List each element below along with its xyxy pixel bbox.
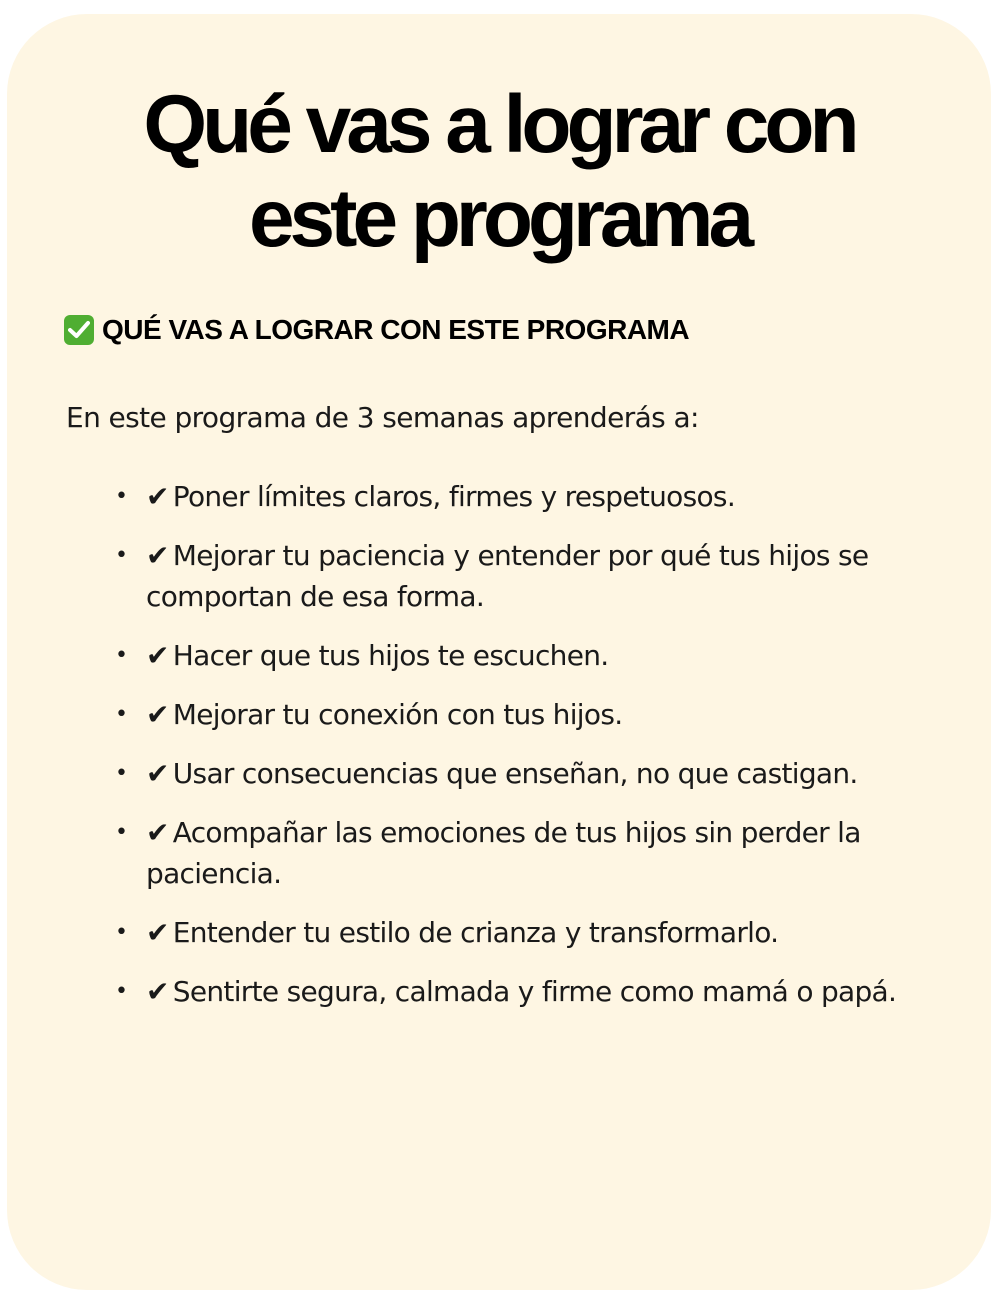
check-box-icon <box>64 315 94 345</box>
list-item-text: Acompañar las emociones de tus hijos sin perder la paciencia. <box>146 816 861 890</box>
check-mark-icon: ✔ <box>146 539 169 572</box>
title-line-2: este programa <box>248 173 750 264</box>
list-item-text: Mejorar tu paciencia y entender por qué tus hijos se comportan de esa forma. <box>146 539 869 613</box>
list-item <box>7 635 991 676</box>
bullet-icon: • <box>115 979 128 1004</box>
check-mark-icon: ✔ <box>146 757 169 790</box>
intro-text: En este programa de 3 semanas aprenderás a: <box>66 401 699 434</box>
list-item-text: Poner límites claros, firmes y respetuosos. <box>172 480 736 513</box>
section-heading-text: QUÉ VAS A LOGRAR CON ESTE PROGRAMA <box>102 314 690 345</box>
check-mark-icon: ✔ <box>146 480 169 513</box>
list-item <box>7 971 991 1012</box>
list-item-text: Usar consecuencias que enseñan, no que castigan. <box>172 757 858 790</box>
list-item-text: Sentirte segura, calmada y firme como mamá o papá. <box>172 975 897 1008</box>
check-mark-icon: ✔ <box>146 639 169 672</box>
bullet-icon: • <box>115 643 128 668</box>
content-card <box>7 14 991 1290</box>
list-item <box>7 912 991 953</box>
section-heading <box>64 310 689 350</box>
list-item <box>7 694 991 735</box>
bullet-icon: • <box>115 543 128 568</box>
bullet-icon: • <box>115 820 128 845</box>
bullet-icon: • <box>115 920 128 945</box>
list-item-text: Entender tu estilo de crianza y transformarlo. <box>172 916 779 949</box>
list-item-text: Mejorar tu conexión con tus hijos. <box>172 698 623 731</box>
bullet-icon: • <box>115 702 128 727</box>
check-mark-icon: ✔ <box>146 975 169 1008</box>
page-title <box>7 78 991 266</box>
title-line-1: Qué vas a lograr con <box>143 79 855 170</box>
list-item <box>7 476 991 517</box>
check-mark-icon: ✔ <box>146 816 169 849</box>
bullet-icon: • <box>115 484 128 509</box>
check-mark-icon: ✔ <box>146 698 169 731</box>
list-item <box>7 812 991 894</box>
list-item <box>7 753 991 794</box>
list-item-text: Hacer que tus hijos te escuchen. <box>172 639 609 672</box>
check-mark-icon: ✔ <box>146 916 169 949</box>
benefits-list <box>7 476 991 1030</box>
bullet-icon: • <box>115 761 128 786</box>
list-item <box>7 535 991 617</box>
